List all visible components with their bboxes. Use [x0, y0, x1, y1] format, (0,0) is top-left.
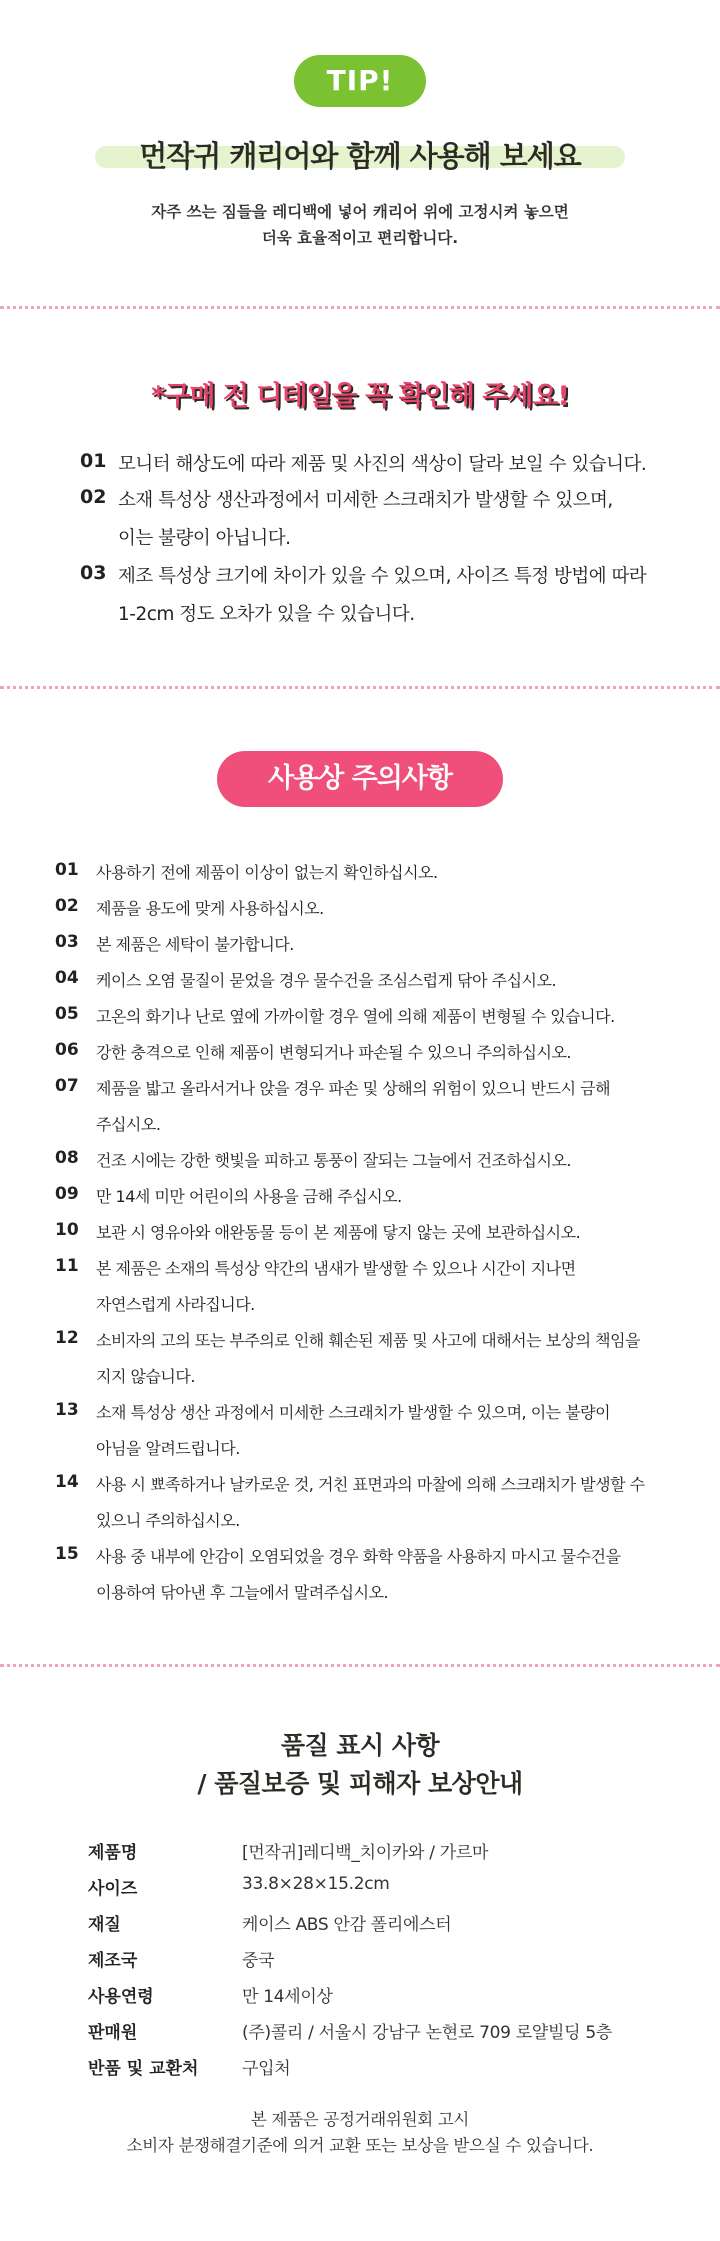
quality-label: 판매원	[88, 2023, 138, 2043]
caution-text: 자연스럽게 사라집니다.	[96, 1295, 255, 1314]
section-divider	[0, 1664, 720, 1667]
caution-num: 10	[55, 1220, 79, 1240]
quality-value: 만 14세이상	[242, 1987, 333, 2007]
caution-num: 01	[55, 860, 79, 880]
caution-text: 사용 중 내부에 안감이 오염되었을 경우 화학 약품을 사용하지 마시고 물수건을	[96, 1547, 621, 1566]
footnote-line2: 소비자 분쟁해결기준에 의거 교환 또는 보상을 받으실 수 있습니다.	[126, 2136, 594, 2155]
detail-text: 제조 특성상 크기에 차이가 있을 수 있으며, 사이즈 특정 방법에 따라	[118, 566, 647, 587]
caution-text: 있으니 주의하십시오.	[96, 1511, 240, 1530]
caution-text: 만 14세 미만 어린이의 사용을 금해 주십시오.	[96, 1187, 402, 1206]
quality-value: 구입처	[242, 2059, 291, 2079]
caution-text: 강한 충격으로 인해 제품이 변형되거나 파손될 수 있으니 주의하십시오.	[96, 1043, 571, 1062]
caution-num: 14	[55, 1472, 79, 1492]
caution-num: 05	[55, 1004, 79, 1024]
caution-num: 09	[55, 1184, 79, 1204]
quality-title-line1: 품질 표시 사항	[280, 1731, 440, 1760]
caution-num: 08	[55, 1148, 79, 1168]
caution-text: 고온의 화기나 난로 옆에 가까이할 경우 열에 의해 제품이 변형될 수 있습니다.	[96, 1007, 615, 1026]
caution-num: 11	[55, 1256, 79, 1276]
caution-text: 본 제품은 소재의 특성상 약간의 냄새가 발생할 수 있으나 시간이 지나면	[96, 1259, 576, 1278]
detail-text: 이는 불량이 아닙니다.	[118, 528, 291, 549]
quality-label: 반품 및 교환처	[88, 2059, 199, 2079]
caution-num: 03	[55, 932, 79, 952]
caution-text: 소재 특성상 생산 과정에서 미세한 스크래치가 발생할 수 있으며, 이는 불량이	[96, 1403, 611, 1422]
quality-label: 제품명	[88, 1843, 138, 1863]
section-divider	[0, 686, 720, 689]
quality-value: [먼작귀]레디백_치이카와 / 가르마	[242, 1843, 489, 1863]
quality-label: 사용연령	[88, 1987, 154, 2007]
details-title: *구매 전 디테일을 꼭 확인해 주세요!	[151, 381, 569, 412]
footnote-line1: 본 제품은 공정거래위원회 고시	[250, 2110, 470, 2129]
caution-text: 이용하여 닦아낸 후 그늘에서 말려주십시오.	[96, 1583, 389, 1602]
quality-value: 33.8×28×15.2cm	[242, 1874, 390, 1894]
caution-text: 건조 시에는 강한 햇빛을 피하고 통풍이 잘되는 그늘에서 건조하십시오.	[96, 1151, 571, 1170]
detail-text: 1-2cm 정도 오차가 있을 수 있습니다.	[118, 604, 415, 625]
detail-num: 01	[80, 450, 107, 472]
caution-text: 아님을 알려드립니다.	[96, 1439, 240, 1458]
quality-value: 케이스 ABS 안감 폴리에스터	[242, 1915, 452, 1935]
caution-text: 제품을 용도에 맞게 사용하십시오.	[96, 899, 324, 918]
quality-label: 재질	[88, 1915, 121, 1935]
caution-num: 06	[55, 1040, 79, 1060]
caution-text: 제품을 밟고 올라서거나 앉을 경우 파손 및 상해의 위험이 있으니 반드시 금해	[96, 1079, 611, 1098]
caution-text: 지지 않습니다.	[96, 1367, 195, 1386]
quality-title-line2: / 품질보증 및 피해자 보상안내	[197, 1769, 523, 1798]
tip-title: 먼작귀 캐리어와 함께 사용해 보세요	[139, 139, 581, 173]
caution-num: 02	[55, 896, 79, 916]
quality-value: (주)콜리 / 서울시 강남구 논현로 709 로얄빌딩 5층	[242, 2023, 612, 2043]
caution-num: 15	[55, 1544, 79, 1564]
tip-badge: TIP!	[294, 55, 426, 107]
quality-label: 사이즈	[88, 1879, 138, 1899]
quality-value: 중국	[242, 1951, 275, 1971]
caution-text: 보관 시 영유아와 애완동물 등이 본 제품에 닿지 않는 곳에 보관하십시오.	[96, 1223, 581, 1242]
section-divider	[0, 306, 720, 309]
caution-text: 본 제품은 세탁이 불가합니다.	[96, 935, 294, 954]
detail-text: 소재 특성상 생산과정에서 미세한 스크래치가 발생할 수 있으며,	[118, 490, 613, 511]
tip-desc-line1: 자주 쓰는 짐들을 레디백에 넣어 캐리어 위에 고정시켜 놓으면	[151, 203, 569, 221]
caution-text: 사용하기 전에 제품이 이상이 없는지 확인하십시오.	[96, 863, 438, 882]
caution-text: 주십시오.	[96, 1115, 161, 1134]
caution-title: 사용상 주의사항	[217, 751, 503, 807]
quality-label: 제조국	[88, 1951, 138, 1971]
caution-num: 13	[55, 1400, 79, 1420]
caution-text: 사용 시 뾰족하거나 날카로운 것, 거친 표면과의 마찰에 의해 스크래치가 발생할 수	[96, 1475, 645, 1494]
tip-desc-line2: 더욱 효율적이고 편리합니다.	[261, 229, 459, 247]
caution-text: 소비자의 고의 또는 부주의로 인해 훼손된 제품 및 사고에 대해서는 보상의 책임을	[96, 1331, 640, 1350]
detail-num: 03	[80, 562, 107, 584]
caution-num: 12	[55, 1328, 79, 1348]
caution-num: 07	[55, 1076, 79, 1096]
caution-num: 04	[55, 968, 79, 988]
caution-text: 케이스 오염 물질이 묻었을 경우 물수건을 조심스럽게 닦아 주십시오.	[96, 971, 557, 990]
detail-text: 모니터 해상도에 따라 제품 및 사진의 색상이 달라 보일 수 있습니다.	[118, 454, 647, 475]
detail-num: 02	[80, 486, 107, 508]
